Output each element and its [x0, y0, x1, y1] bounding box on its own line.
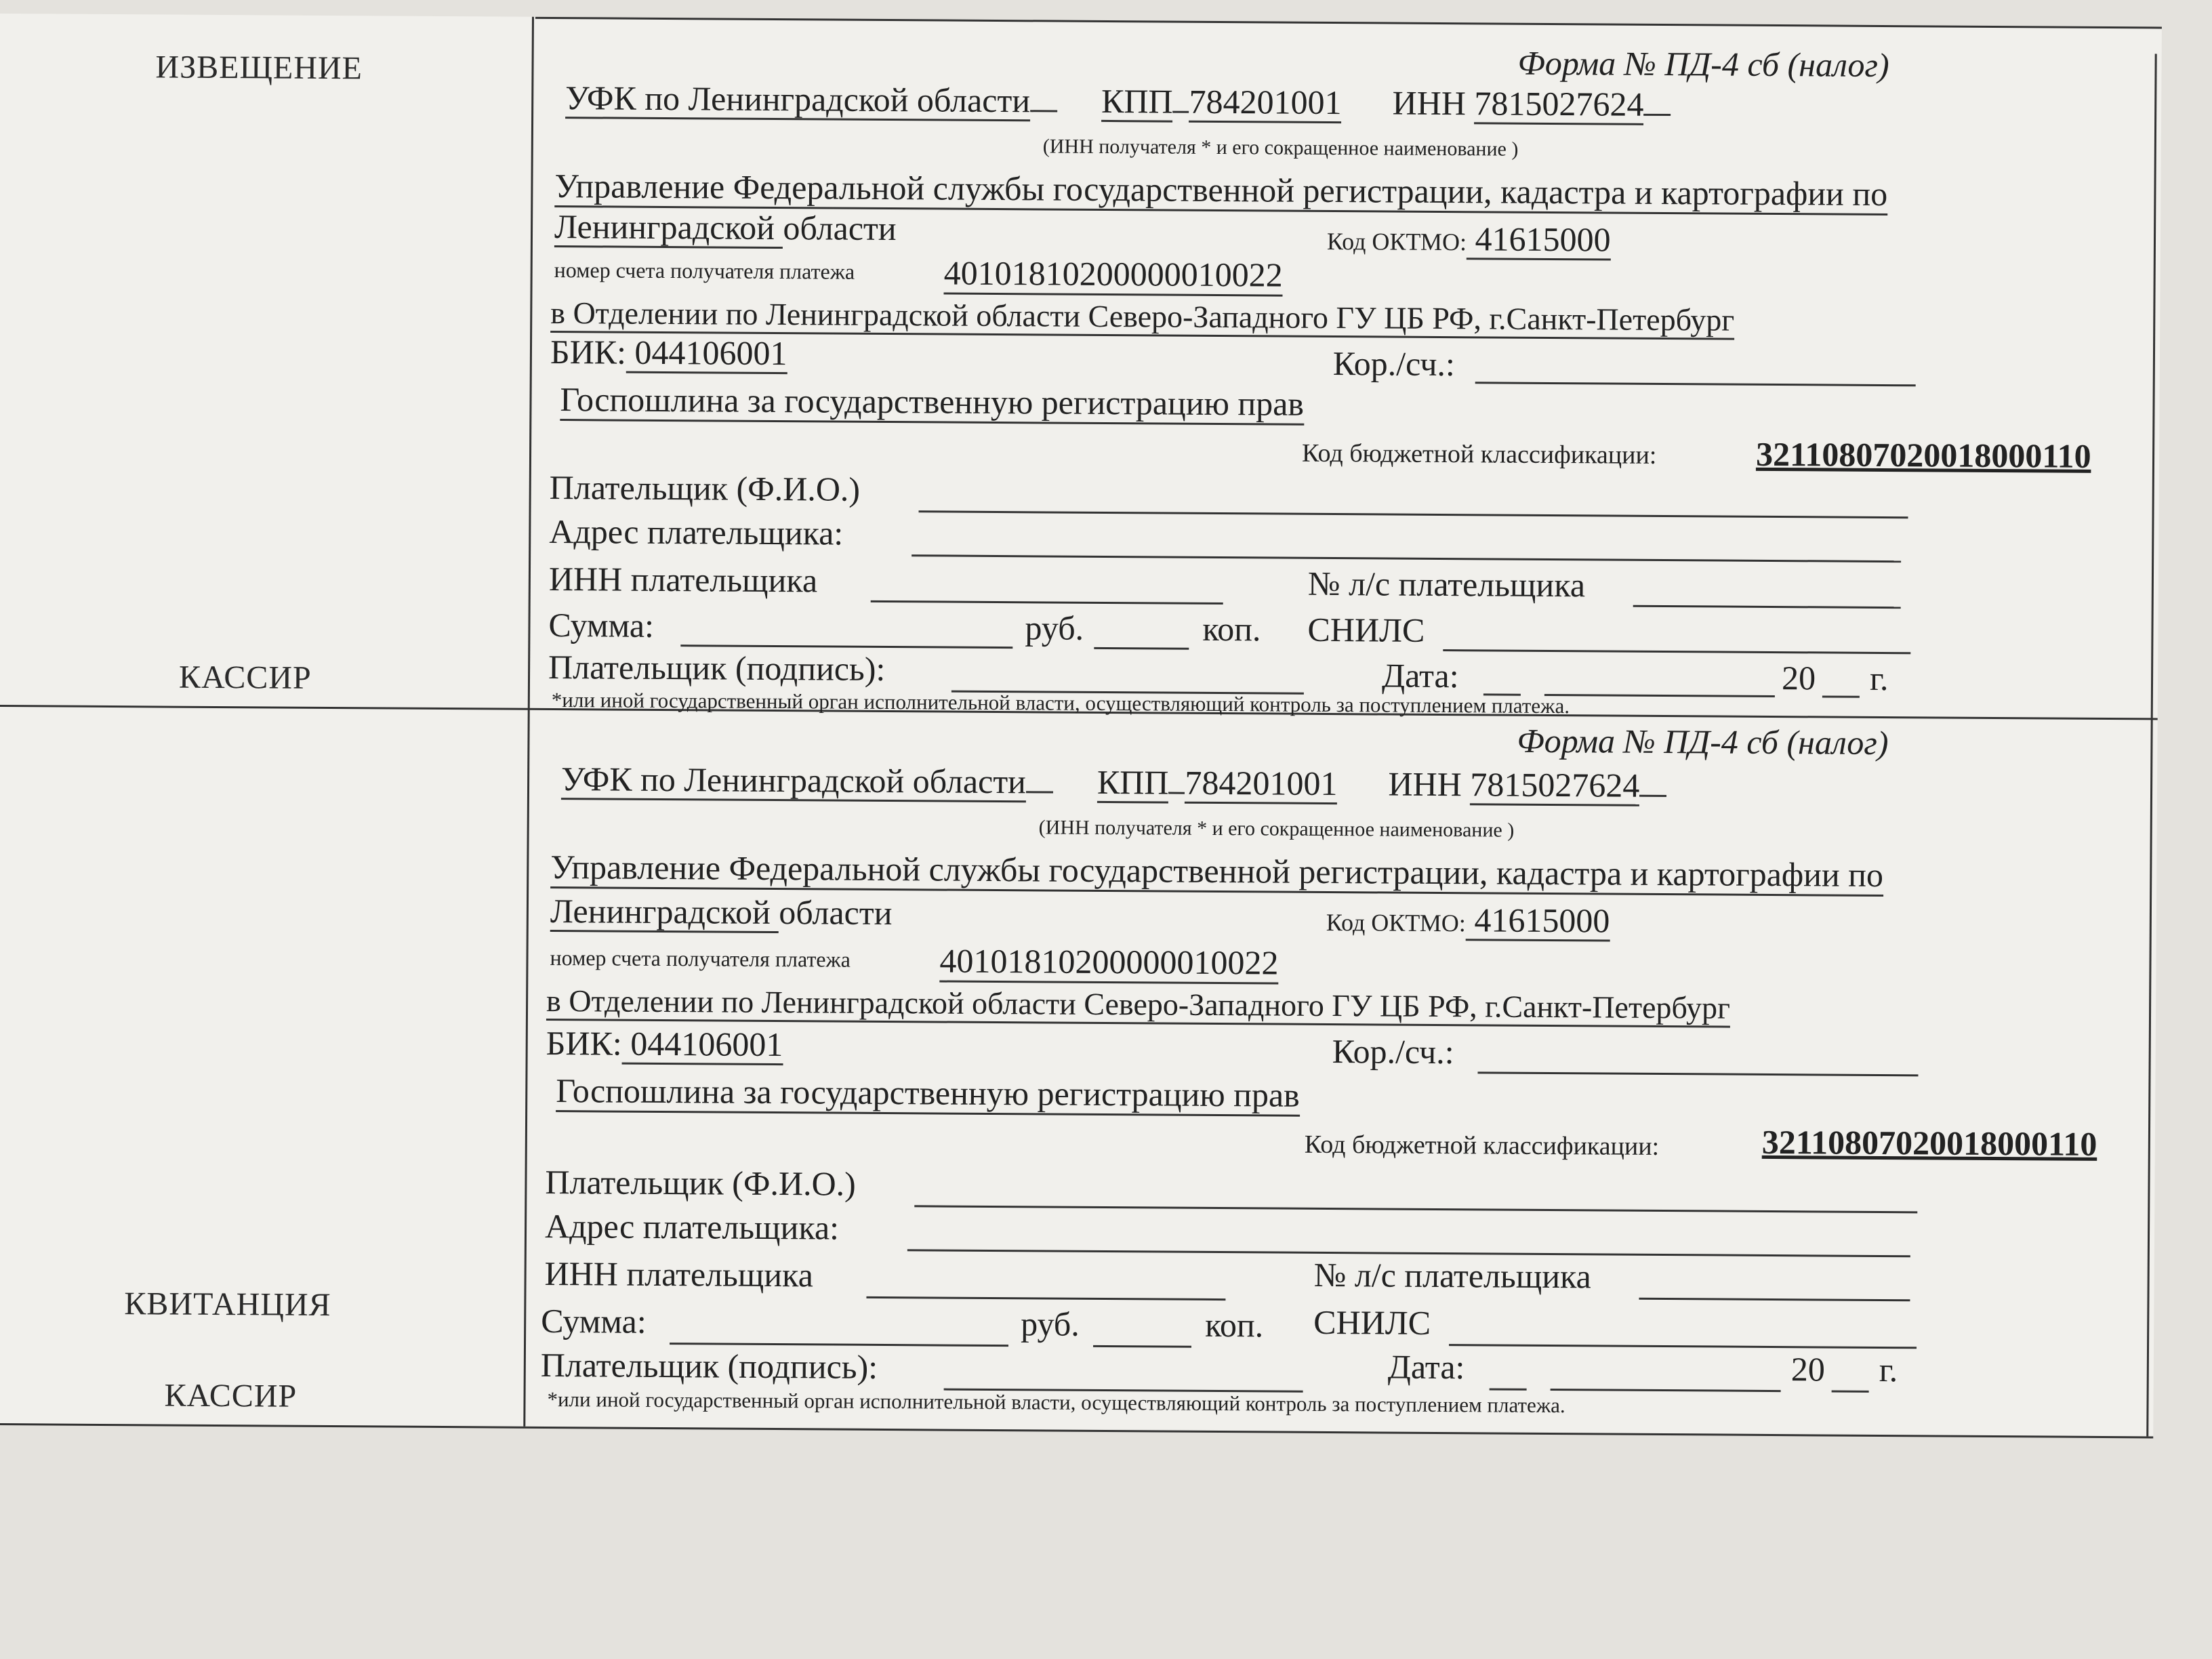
recipient-full-oblast: области — [783, 209, 897, 248]
receipt-slip — [0, 705, 2158, 1436]
payer-account-field[interactable] — [1633, 605, 1901, 609]
payment-purpose: Госпошлина за государственную регистрацию прав — [556, 1071, 1300, 1117]
kor-label: Кор./сч.: — [1332, 344, 1456, 384]
bik-value: 044106001 — [626, 333, 787, 374]
rub-label: руб. — [1025, 609, 1084, 647]
payer-address-label: Адрес плательщика: — [549, 512, 844, 552]
recipient-full-region: Ленинградской — [554, 207, 783, 249]
oktmo-value: 41615000 — [1467, 220, 1611, 260]
date-year-field[interactable] — [1832, 1391, 1869, 1393]
bik-row — [550, 332, 787, 373]
sum-label: Сумма: — [548, 605, 655, 644]
kop-label: коп. — [1202, 609, 1261, 649]
oktmo-row — [1326, 899, 1610, 941]
inn-value: 7815027624 — [1470, 765, 1639, 806]
signature-label: Плательщик (подпись): — [540, 1345, 878, 1386]
kor-field[interactable] — [1477, 1071, 1918, 1076]
recipient-full-line2 — [550, 891, 893, 933]
recipient-full-line1: Управление Федеральной службы государственной регистрации, кадастра и картографии по — [554, 166, 1887, 216]
year-prefix: 20 — [1781, 659, 1816, 697]
payer-inn-field[interactable] — [871, 600, 1223, 605]
footnote: *или иной государственный орган исполнительной власти, осуществляющий контроль за поступлением платежа. — [551, 687, 1570, 718]
inn-hint: (ИНН получателя * и его сокращенное наименование ) — [1042, 135, 1519, 161]
cashier-label: КАССИР — [178, 659, 312, 696]
sum-kop-field[interactable] — [1094, 647, 1189, 650]
payer-address-label: Адрес плательщика: — [544, 1206, 840, 1247]
kpp-value: 784201001 — [1189, 83, 1341, 123]
bank-name: в Отделении по Ленинградской области Северо-Западного ГУ ЦБ РФ, г.Санкт-Петербург — [546, 983, 1730, 1028]
kor-field[interactable] — [1475, 382, 1916, 386]
payer-inn-field[interactable] — [866, 1296, 1225, 1300]
snils-field[interactable] — [1449, 1344, 1917, 1349]
payer-name-label: Плательщик (Ф.И.О.) — [549, 468, 861, 508]
date-label: Дата: — [1381, 656, 1459, 695]
recipient-short-row — [561, 759, 1667, 805]
bank-name: в Отделении по Ленинградской области Северо-Западного ГУ ЦБ РФ, г.Санкт-Петербург — [550, 295, 1734, 340]
oktmo-value: 41615000 — [1466, 901, 1610, 941]
form-title: Форма № ПД-4 сб (налог) — [1517, 721, 1889, 762]
kbk-value: 32110807020018000110 — [1755, 434, 2091, 475]
payer-name-field[interactable] — [914, 1205, 1917, 1213]
kbk-label: Код бюджетной классификации: — [1304, 1130, 1660, 1161]
recipient-short: УФК по Ленинградской области — [565, 79, 1030, 121]
signature-label: Плательщик (подпись): — [548, 647, 886, 688]
date-day-field[interactable] — [1490, 1388, 1527, 1390]
footnote: *или иной государственный орган исполнительной власти, осуществляющий контроль за поступлением платежа. — [547, 1387, 1565, 1418]
payer-inn-label: ИНН плательщика — [544, 1254, 814, 1294]
payer-account-label: № л/с плательщика — [1313, 1255, 1591, 1296]
year-suffix: г. — [1869, 659, 1889, 698]
inn-label: ИНН — [1388, 764, 1462, 804]
bik-label: БИК: — [550, 332, 627, 371]
date-month-field[interactable] — [1544, 694, 1775, 697]
year-suffix: г. — [1879, 1350, 1898, 1389]
payer-account-field[interactable] — [1639, 1298, 1910, 1301]
account-value: 40101810200000010022 — [943, 253, 1282, 297]
date-year-field[interactable] — [1822, 695, 1860, 697]
cashier-label: КАССИР — [164, 1377, 298, 1414]
payer-name-field[interactable] — [919, 510, 1908, 518]
inn-hint: (ИНН получателя * и его сокращенное наименование ) — [1038, 816, 1515, 842]
slip-kind-label-bottom: КВИТАНЦИЯ — [124, 1286, 331, 1324]
bik-value: 044106001 — [622, 1025, 783, 1065]
payer-name-label: Плательщик (Ф.И.О.) — [545, 1162, 856, 1203]
recipient-full-line2 — [554, 207, 897, 248]
date-label: Дата: — [1387, 1347, 1465, 1387]
payer-inn-label: ИНН плательщика — [548, 559, 818, 600]
inn-label: ИНН — [1392, 83, 1467, 123]
kop-label: коп. — [1205, 1305, 1264, 1345]
account-label: номер счета получателя платежа — [550, 945, 851, 972]
snils-field[interactable] — [1443, 649, 1910, 654]
rub-label: руб. — [1021, 1305, 1080, 1343]
kbk-label: Код бюджетной классификации: — [1301, 438, 1657, 470]
date-month-field[interactable] — [1551, 1389, 1781, 1392]
notice-slip — [0, 14, 2162, 718]
recipient-short-row — [565, 78, 1671, 124]
kbk-value: 32110807020018000110 — [1761, 1122, 2097, 1163]
recipient-short: УФК по Ленинградской области — [561, 760, 1026, 802]
oktmo-row — [1327, 218, 1611, 260]
oktmo-label: Код ОКТМО: — [1326, 227, 1467, 256]
bik-label: БИК: — [546, 1023, 622, 1063]
year-prefix: 20 — [1790, 1350, 1826, 1389]
recipient-full-oblast: области — [779, 893, 893, 933]
bik-row — [546, 1023, 783, 1064]
inn-value: 7815027624 — [1474, 84, 1643, 125]
payer-address-field[interactable] — [912, 554, 1901, 562]
recipient-full-line1: Управление Федеральной службы государственной регистрации, кадастра и картографии по — [550, 847, 1883, 897]
sum-label: Сумма: — [541, 1301, 647, 1340]
slip-kind-label: ИЗВЕЩЕНИЕ — [155, 49, 363, 87]
kpp-value: 784201001 — [1185, 764, 1337, 804]
account-value: 40101810200000010022 — [939, 941, 1278, 984]
account-label: номер счета получателя платежа — [554, 258, 855, 284]
sum-kop-field[interactable] — [1093, 1345, 1191, 1348]
kpp-label: КПП — [1101, 82, 1173, 123]
oktmo-label: Код ОКТМО: — [1326, 908, 1467, 937]
snils-label: СНИЛС — [1307, 610, 1425, 649]
kpp-label: КПП — [1097, 763, 1169, 804]
payer-account-label: № л/с плательщика — [1307, 564, 1586, 605]
form-title: Форма № ПД-4 сб (налог) — [1517, 43, 1889, 85]
payment-form-sheet — [0, 14, 2162, 1436]
snils-label: СНИЛС — [1313, 1303, 1431, 1342]
recipient-full-region: Ленинградской — [550, 892, 779, 933]
payment-purpose: Госпошлина за государственную регистрацию прав — [560, 380, 1304, 426]
kor-label: Кор./сч.: — [1332, 1032, 1454, 1071]
